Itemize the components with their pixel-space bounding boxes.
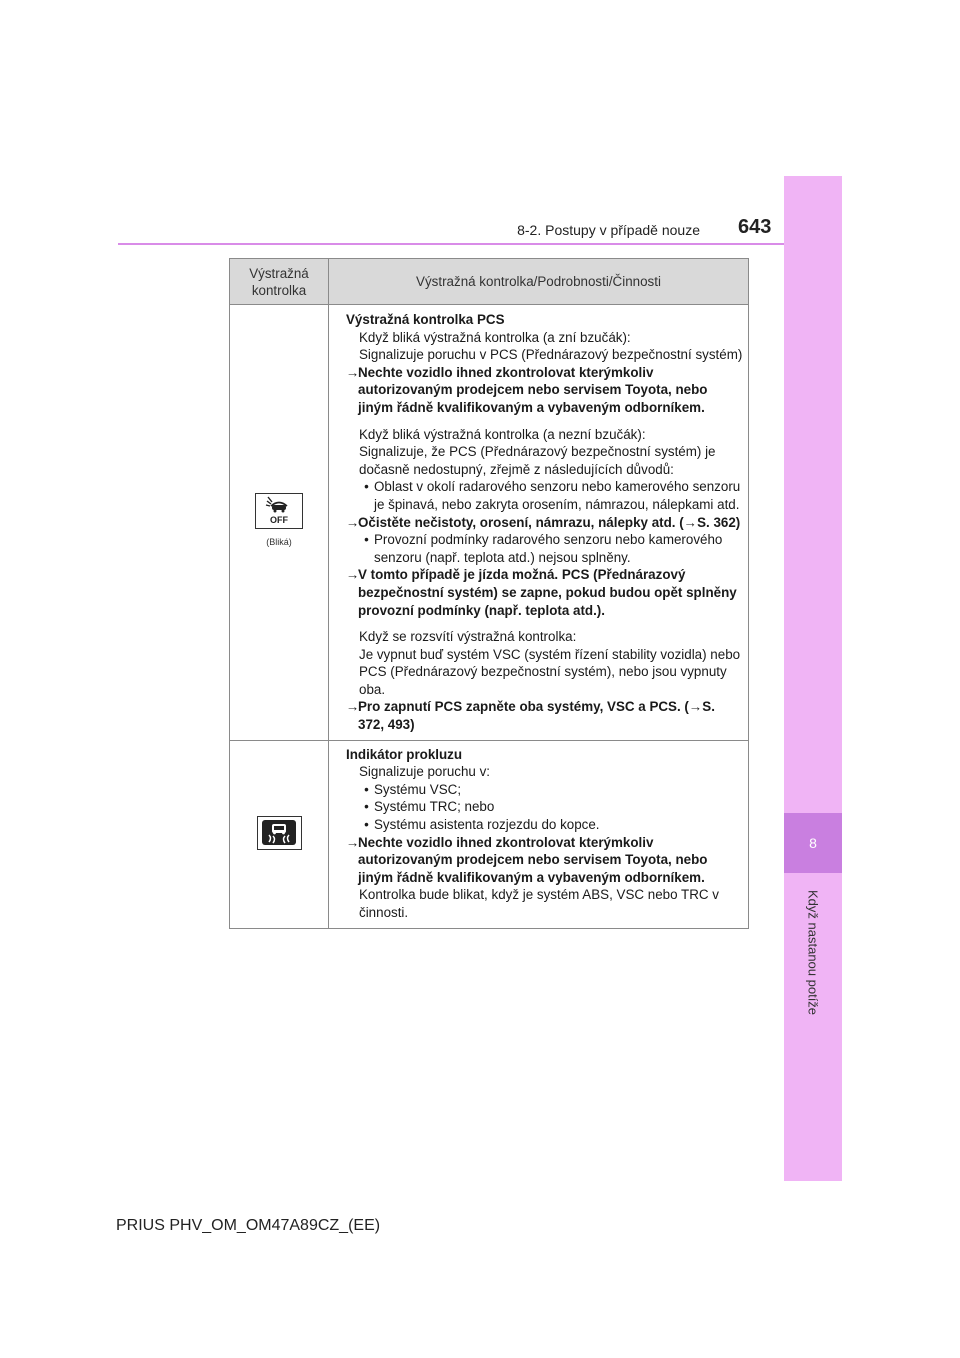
bullet-icon: • xyxy=(364,532,369,548)
block-line: Je vypnut buď systém VSC (systém řízení stability vozidla) nebo PCS (Přednárazový bezpečnostní systém), nebo jsou vypnuty oba. xyxy=(359,646,741,697)
pcs-icon-wrap xyxy=(255,493,303,551)
action-line xyxy=(346,514,744,532)
slip-indicator-icon xyxy=(257,816,302,850)
block-line: Když se rozsvítí výstražná kontrolka: xyxy=(359,629,577,645)
list-item-text: Systému TRC; nebo xyxy=(374,799,495,815)
chapter-title-label xyxy=(784,873,842,1033)
arrow-icon: → xyxy=(346,514,360,530)
list-item xyxy=(346,781,744,799)
action-text: Pro zapnutí PCS zapněte oba systémy, VSC a PCS. (→S. 372, 493) xyxy=(358,699,715,733)
bullet-icon: • xyxy=(364,817,369,833)
arrow-icon: → xyxy=(346,834,360,850)
block-title: Výstražná kontrolka PCS xyxy=(346,312,505,327)
pcs-icon-off-text: OFF xyxy=(269,515,288,526)
chapter-tab-background xyxy=(784,176,842,813)
col-header-icon: Výstražná kontrolka xyxy=(230,259,329,305)
pcs-block-2 xyxy=(346,426,744,620)
table-header-row xyxy=(230,259,749,305)
section-title: 8-2. Postupy v případě nouze xyxy=(517,222,700,238)
action-text: Nechte vozidlo ihned zkontrolovat kterýmkoliv autorizovaným prodejcem nebo servisem Toyota, nebo jiným řádně kvalifikovaným a vybaveným odborníkem. xyxy=(358,834,708,885)
header-divider xyxy=(118,243,784,245)
list-item xyxy=(346,531,744,566)
icon-cell xyxy=(230,305,329,741)
bullet-icon: • xyxy=(364,781,369,797)
list-item xyxy=(346,478,744,513)
arrow-icon: → xyxy=(346,567,360,583)
block-line: Když bliká výstražná kontrolka (a nezní bzučák): xyxy=(359,426,646,442)
slip-icon-graphic xyxy=(258,817,300,848)
pcs-off-warning-icon xyxy=(255,493,303,529)
chapter-title-text: Když nastanou potíže xyxy=(805,890,821,1016)
note-text: Kontrolka bude blikat, když je systém ABS, VSC nebo TRC v činnosti. xyxy=(359,887,719,920)
details-cell xyxy=(329,305,749,741)
icon-cell xyxy=(230,740,329,928)
col-header-details: Výstražná kontrolka/Podrobnosti/Činnosti xyxy=(329,259,749,305)
block-line: Když bliká výstražná kontrolka (a zní bzučák): xyxy=(359,329,631,345)
list-item-text: Systému VSC; xyxy=(374,781,462,797)
arrow-icon: → xyxy=(346,699,360,715)
action-text: Očistěte nečistoty, orosení, námrazu, nálepky atd. (→S. 362) xyxy=(358,514,741,530)
action-line xyxy=(346,698,744,733)
icon-caption: (Bliká) xyxy=(266,536,292,547)
list-item-text: Provozní podmínky radarového senzoru nebo kamerového senzoru (např. teplota atd.) nejsou splněny. xyxy=(374,532,723,565)
table-row xyxy=(230,740,749,928)
document-id: PRIUS PHV_OM_OM47A89CZ_(EE) xyxy=(116,1217,381,1234)
table-row xyxy=(230,305,749,741)
warning-lights-table xyxy=(229,258,749,929)
details-cell xyxy=(329,740,749,928)
arrow-icon: → xyxy=(346,364,360,380)
page-number: 643 xyxy=(738,216,772,238)
pcs-block-3 xyxy=(346,628,744,734)
action-line xyxy=(346,834,744,887)
list-item-text: Systému asistenta rozjezdu do kopce. xyxy=(374,817,600,833)
action-text: Nechte vozidlo ihned zkontrolovat kterýmkoliv autorizovaným prodejcem nebo servisem Toyota, nebo jiným řádně kvalifikovaným a vybaveným odborníkem. xyxy=(358,364,708,415)
block-title: Indikátor prokluzu xyxy=(346,746,463,762)
chapter-number-tab[interactable]: 8 xyxy=(784,813,842,873)
list-item xyxy=(346,816,744,834)
action-text: V tomto případě je jízda možná. PCS (Přednárazový bezpečnostní systém) se zapne, pokud budou opět splněny provozní podmínky (např. teplota atd.). xyxy=(358,567,737,618)
block-line: Signalizuje poruchu v PCS (Přednárazový bezpečnostní systém) xyxy=(359,347,743,363)
pcs-icon-graphic xyxy=(257,494,302,527)
action-line xyxy=(346,566,744,619)
action-line xyxy=(346,364,744,417)
list-item xyxy=(346,798,744,816)
bullet-icon: • xyxy=(364,479,369,495)
bullet-icon: • xyxy=(364,799,369,815)
block-line: Signalizuje poruchu v: xyxy=(359,764,491,780)
list-item-text: Oblast v okolí radarového senzoru nebo kamerového senzoru je špinavá, nebo zakryta orosením, námrazou, nálepkami atd. xyxy=(374,479,741,512)
block-line: Signalizuje, že PCS (Přednárazový bezpečnostní systém) je dočasně nedostupný, zřejmě z následujících důvodů: xyxy=(359,444,716,477)
pcs-block-1 xyxy=(346,311,744,417)
